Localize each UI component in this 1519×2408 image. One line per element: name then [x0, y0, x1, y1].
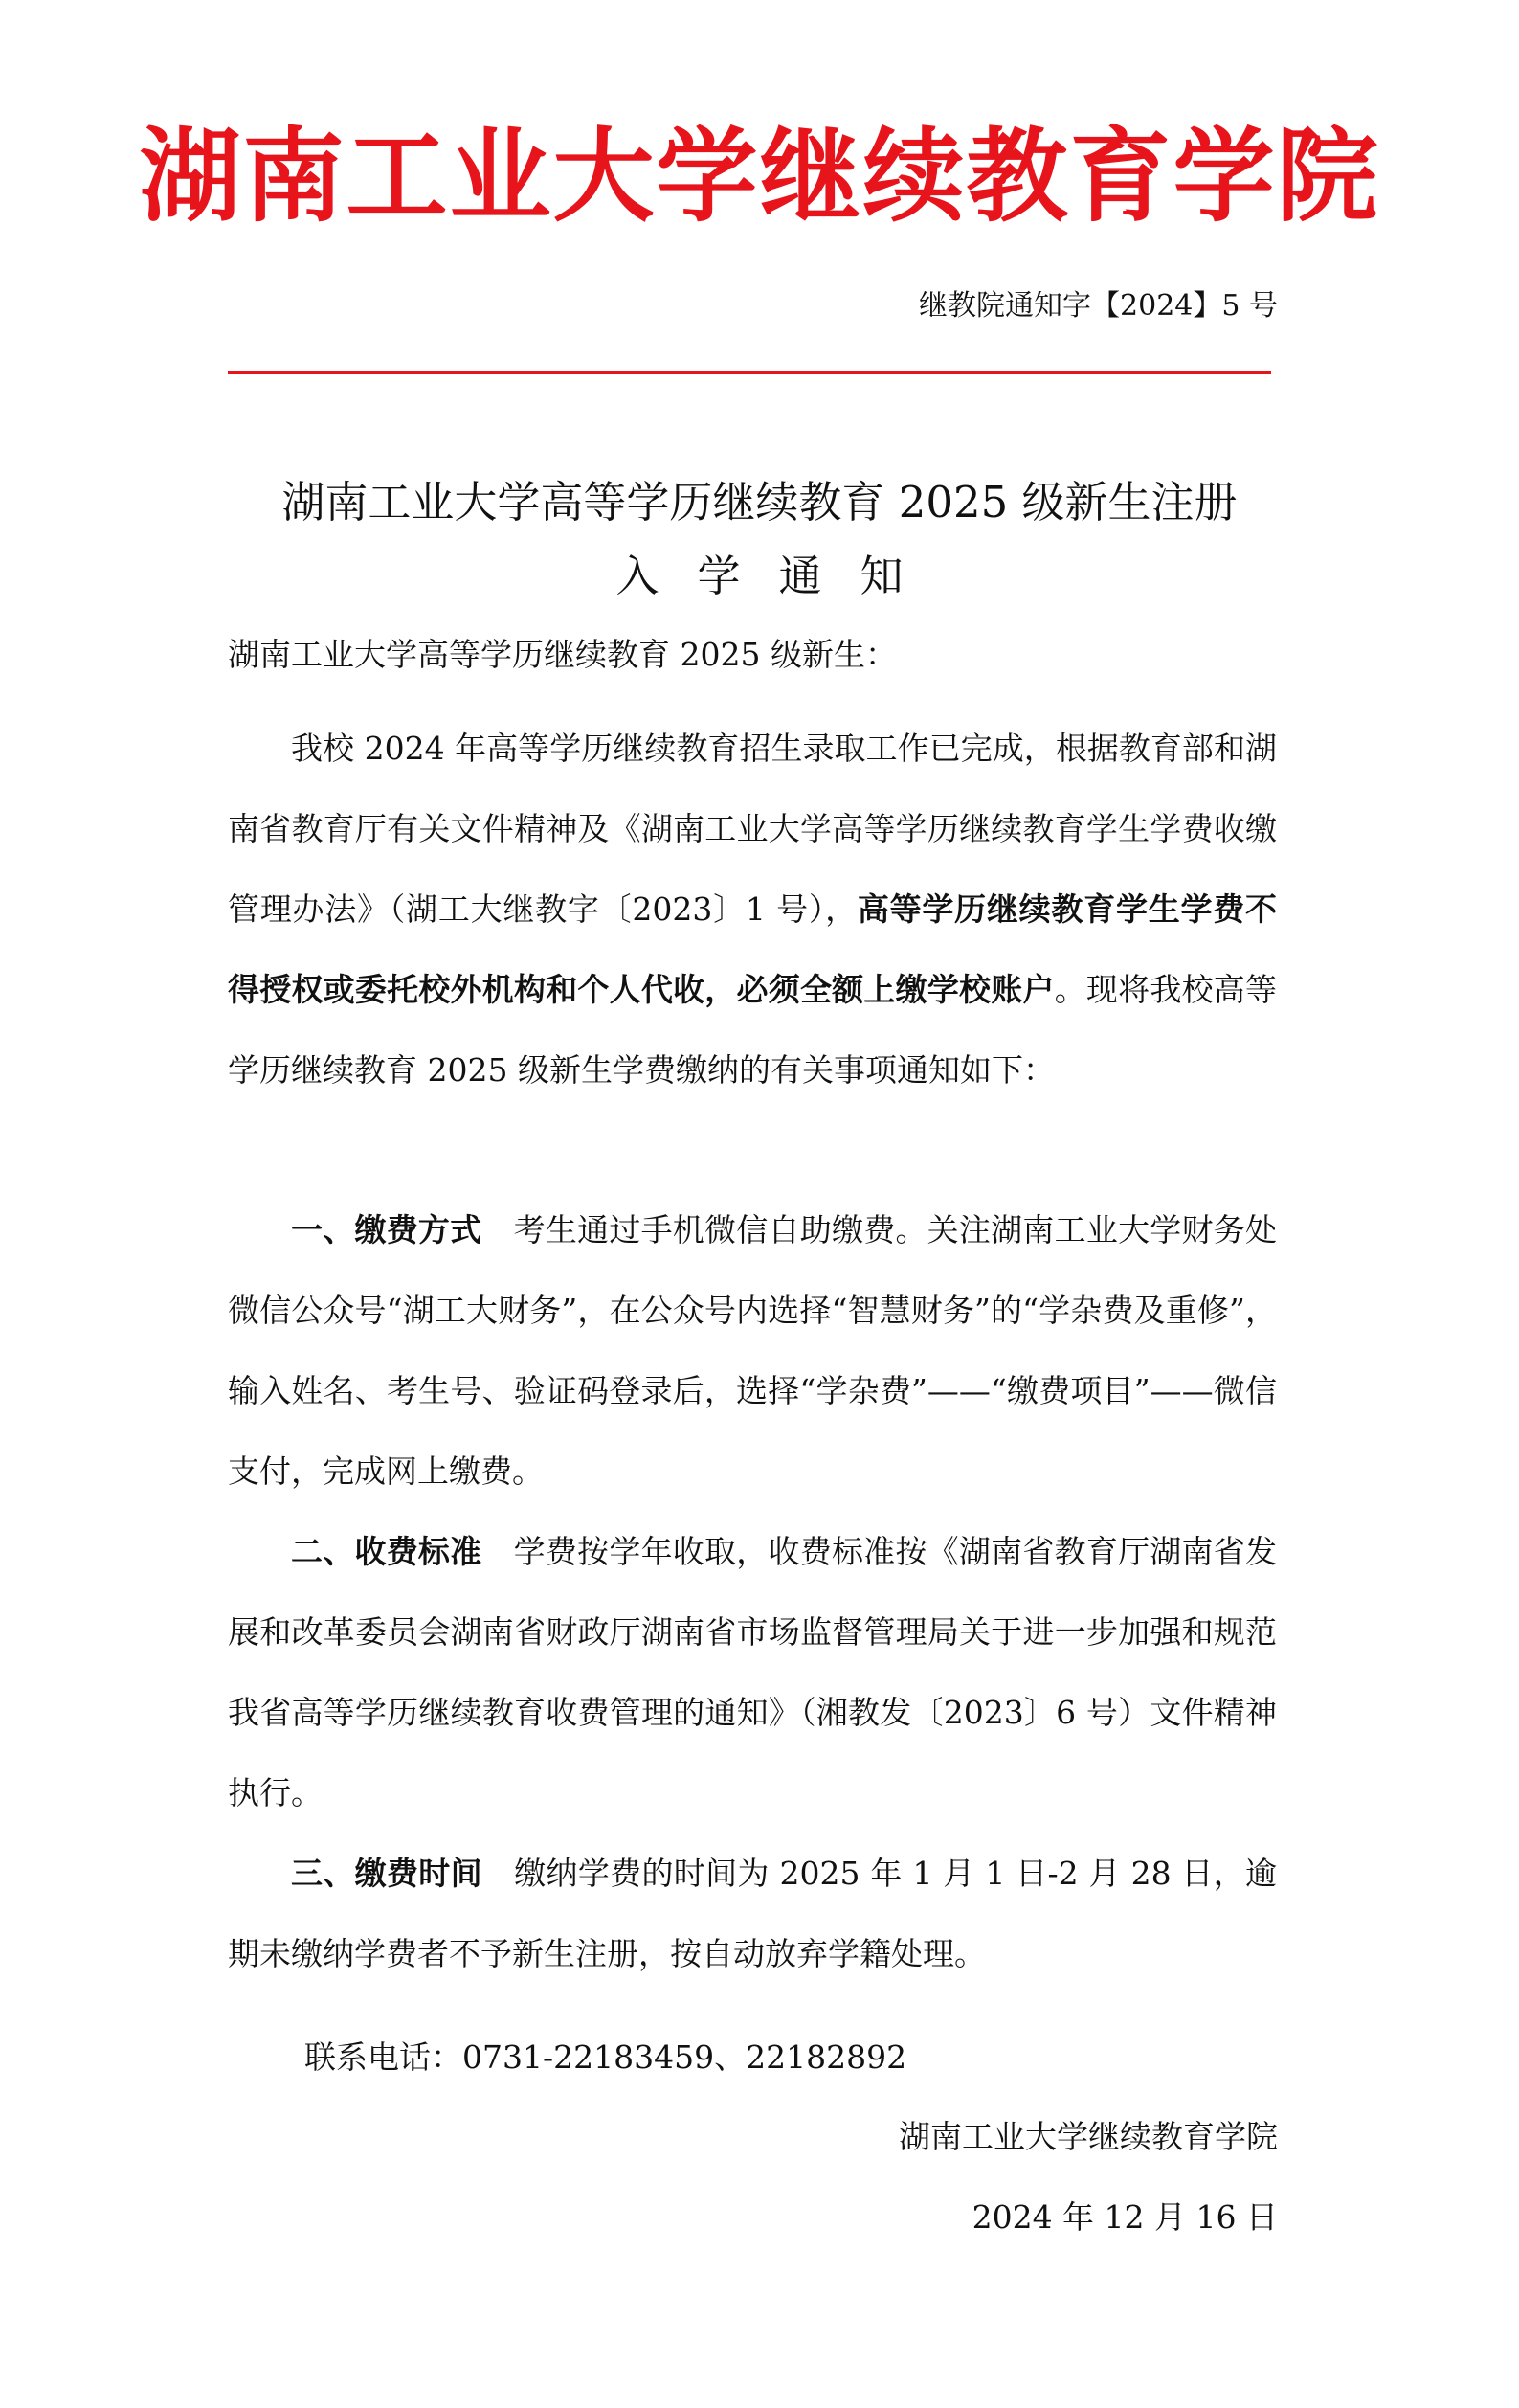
- intro-text-part2: 。现将我校高等学历继续教育 2025 级新生学费缴纳的有关事项通知如下：: [228, 971, 1277, 1089]
- red-divider-line: [228, 371, 1271, 374]
- section2-text: 学费按学年收取，收费标准按《湖南省教育厅湖南省发展和改革委员会湖南省财政厅湖南省市场监督管理局关于进一步加强和规范我省高等学历继续教育收费管理的通知》（湘教发〔2023〕6 号）文件精神执行。: [228, 1533, 1278, 1812]
- intro-bold-text: 高等学历继续教育学生学费不得授权或委托校外机构和个人代收，必须全额上缴学校账户: [228, 890, 1277, 1008]
- section2-heading: 二、收费标准: [291, 1533, 482, 1570]
- notice-title-line2: 入学通知: [615, 551, 942, 601]
- section-fee-standard: [228, 1512, 1277, 1834]
- salutation: 湖南工业大学高等学历继续教育 2025 级新生：: [228, 636, 897, 673]
- section1-heading: 一、缴费方式: [291, 1211, 482, 1249]
- section1-text: 考生通过手机微信自助缴费。关注湖南工业大学财务处微信公众号“湖工大财务”，在公众号内选择“智慧财务”的“学杂费及重修”，输入姓名、考生号、验证码登录后，选择“学杂费”——“缴费项目”——微信支付，完成网上缴费。: [228, 1211, 1278, 1490]
- document-number: 继教院通知字【2024】5 号: [919, 289, 1278, 323]
- section-payment-method: [228, 1190, 1277, 1512]
- notice-title-line1: 湖南工业大学高等学历继续教育 2025 级新生注册: [281, 477, 1238, 528]
- signature-org: 湖南工业大学继续教育学院: [899, 2118, 1278, 2155]
- section3-text: 缴纳学费的时间为 2025 年 1 月 1 日-2 月 28 日，逾期未缴纳学费者不予新生注册，按自动放弃学籍处理。: [228, 1855, 1277, 1972]
- intro-paragraph: [228, 709, 1277, 1111]
- contact-phone: 联系电话：0731-22183459、22182892: [304, 2038, 907, 2076]
- section-payment-time: [228, 1834, 1277, 1994]
- section3-heading: 三、缴费时间: [291, 1855, 482, 1892]
- masthead-title: 湖南工业大学继续教育学院: [139, 118, 1380, 236]
- signature-date: 2024 年 12 月 16 日: [972, 2198, 1278, 2236]
- intro-text-part1: 我校 2024 年高等学历继续教育招生录取工作已完成，根据教育部和湖南省教育厅有关文件精神及《湖南工业大学高等学历继续教育学生学费收缴管理办法》（湖工大继教字〔2023〕1 号），: [228, 730, 1277, 928]
